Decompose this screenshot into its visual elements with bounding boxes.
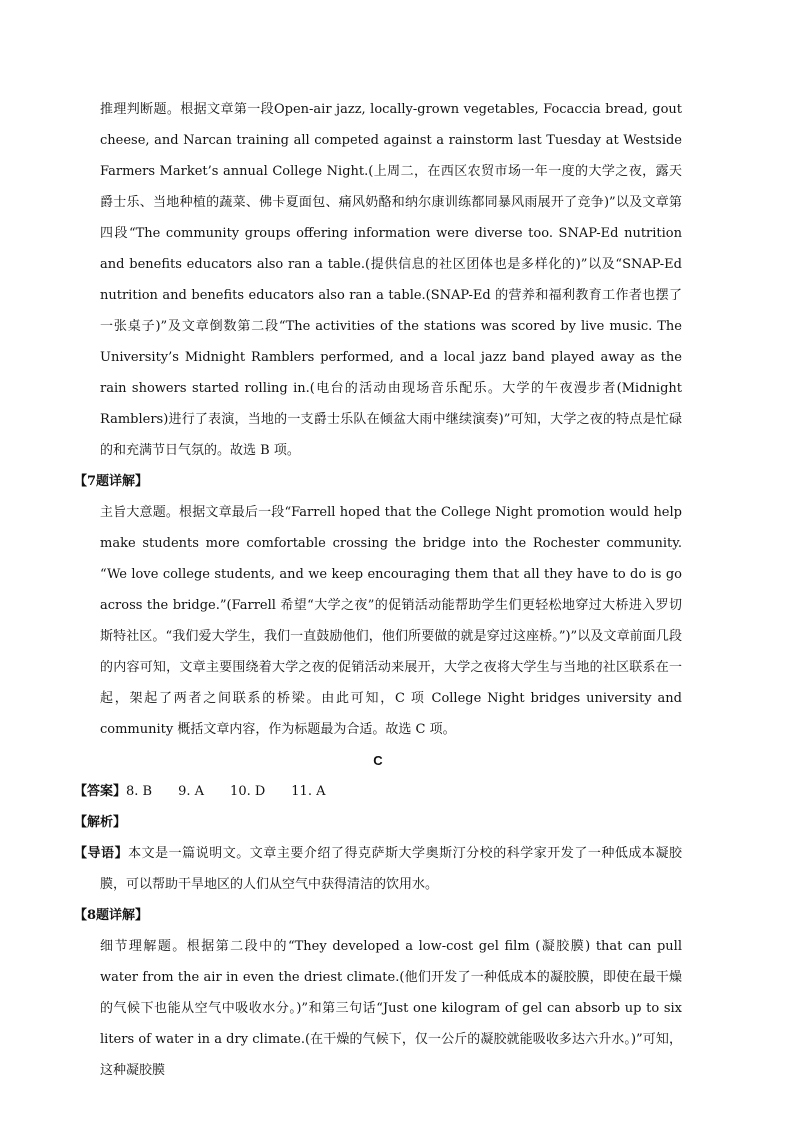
- q6-analysis-paragraph: 推理判断题。根据文章第一段Open-air jazz, locally-grown vegetables, Focaccia bread, gout cheese, and Narcan training all competed against a rainstorm last Tuesday at Westside Farmers Market’s annual College Night.(上周二，在西区农贸市场一年一度的大学之夜，露天爵士乐、当地种植的蔬菜、佛卡夏面包、痛风奶酪和纳尔康训练都同暴风雨展开了竞争)”以及文章第四段“The community groups offering information were diverse too. SNAP-Ed nutrition and benefits educators also ran a table.(提供信息的社区团体也是多样化的)”以及“SNAP-Ed nutrition and benefits educators also ran a table.(SNAP-Ed 的营养和福利教育工作者也摆了一张桌子)”及文章倒数第二段“The activities of the stations was scored by live music. The University’s Midnight Ramblers performed, and a local jazz band played away as the rain showers started rolling in.(电台的活动由现场音乐配乐。大学的午夜漫步者(Midnight Ramblers)进行了表演，当地的一支爵士乐队在倾盆大雨中继续演奏)”可知，大学之夜的特点是忙碌的和充满节日气氛的。故选 B 项。: [100, 102, 682, 458]
- answers-line: [74, 776, 682, 807]
- q7-analysis-paragraph: 主旨大意题。根据文章最后一段“Farrell hoped that the College Night promotion would help make students more comfortable crossing the bridge into the Rochester community. “We love college students, and we keep encouraging them that all they have to do is go across the bridge.”(Farrell 希望“大学之夜”的促销活动能帮助学生们更轻松地穿过大桥进入罗切斯特社区。“我们爱大学生，我们一直鼓励他们，他们所要做的就是穿过这座桥。”)”以及文章前面几段的内容可知，文章主要围绕着大学之夜的促销活动来展开，大学之夜将大学生与当地的社区联系在一起，架起了两者之间联系的桥梁。由此可知，C 项 College Night bridges university and community 概括文章内容，作为标题最为合适。故选 C 项。: [100, 505, 682, 737]
- answer-11: 11. A: [291, 784, 326, 799]
- answer-8: 8. B: [126, 784, 153, 799]
- guide-label: 【导语】: [74, 846, 129, 861]
- guide-paragraph: [74, 838, 682, 900]
- guide-text: 本文是一篇说明文。文章主要介绍了得克萨斯大学奥斯汀分校的科学家开发了一种低成本凝胶膜，可以帮助干旱地区的人们从空气中获得清洁的饮用水。: [100, 846, 682, 892]
- q7-heading: 【7题详解】: [74, 474, 149, 489]
- answer-9: 9. A: [178, 784, 205, 799]
- q8-heading: 【8题详解】: [74, 908, 149, 923]
- section-letter: C: [373, 753, 383, 768]
- answer-10: 10. D: [230, 784, 266, 799]
- answers-label: 【答案】: [74, 784, 127, 799]
- document-content: [74, 94, 682, 1086]
- q8-analysis-paragraph: 细节理解题。根据第二段中的“They developed a low-cost gel film (凝胶膜) that can pull water from the air in even the driest climate.(他们开发了一种低成本的凝胶膜，即使在最干燥的气候下也能从空气中吸收水分。)”和第三句话“Just one kilogram of gel can absorb up to six liters of water in a dry climate.(在干燥的气候下，仅一公斤的凝胶就能吸收多达六升水。)”可知，这种凝胶膜: [100, 939, 682, 1078]
- analysis-heading: 【解析】: [74, 815, 127, 830]
